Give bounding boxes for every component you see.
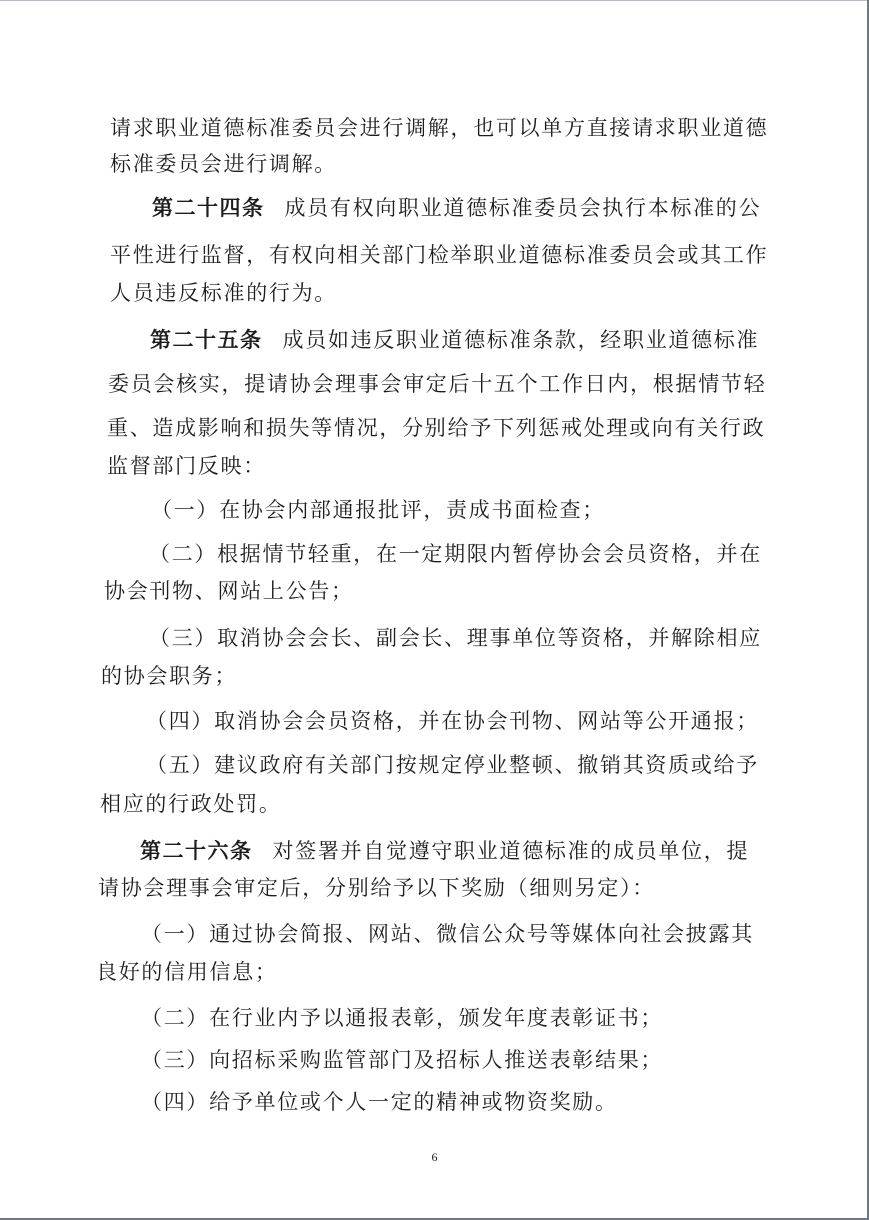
article-heading: 第二十六条 (140, 838, 253, 863)
penalty-item: （三）取消协会会长、副会长、理事单位等资格，并解除相应 (149, 626, 762, 650)
text-line: 的协会职务； (101, 664, 238, 688)
text-segment: 成员有权向职业道德标准委员会执行本标准的公 (284, 196, 762, 220)
text-line: 相应的行政处罚。 (100, 792, 282, 816)
text-line: 委员会核实，提请协会理事会审定后十五个工作日内，根据情节轻 (108, 372, 767, 396)
reward-item: （一）通过协会简报、网站、微信公众号等媒体向社会披露其 (141, 922, 754, 946)
penalty-item: （四）取消协会会员资格，并在协会刊物、网站等公开通报； (146, 709, 759, 733)
text-line: 协会刊物、网站上公告； (104, 579, 354, 603)
text-segment: 对签署并自觉遵守职业道德标准的成员单位，提 (272, 839, 750, 863)
text-line: 人员违反标准的行为。 (110, 281, 337, 305)
penalty-item: （一）在协会内部通报批评，责成书面检查； (151, 498, 605, 522)
article-heading: 第二十五条 (150, 327, 263, 352)
article-25 (0, 325, 869, 355)
text-line: 监督部门反映： (107, 454, 266, 478)
article-heading: 第二十四条 (152, 195, 265, 220)
text-line: 请协会理事会审定后，分别给予以下奖励（细则另定）： (98, 876, 655, 900)
reward-item: （二）在行业内予以通报表彰，颁发年度表彰证书； (141, 1006, 664, 1030)
reward-item: （四）给予单位或个人一定的精神或物资奖励。 (141, 1090, 618, 1114)
article-24 (0, 193, 869, 223)
page-number: 6 (431, 1150, 438, 1164)
penalty-item: （五）建议政府有关部门按规定停业整顿、撤销其资质或给予 (146, 753, 759, 777)
reward-item: （三）向招标采购监管部门及招标人推送表彰结果； (141, 1048, 664, 1072)
text-line: 良好的信用信息； (96, 960, 278, 984)
penalty-item: （二）根据情节轻重，在一定期限内暂停协会会员资格，并在 (149, 542, 762, 566)
text-segment: 成员如违反职业道德标准条款，经职业道德标准 (282, 328, 760, 352)
text-line: 平性进行监督，有权向相关部门检举职业道德标准委员会或其工作 (110, 243, 769, 267)
page-top-edge (0, 0, 869, 1)
text-line: 请求职业道德标准委员会进行调解，也可以单方直接请求职业道德 (110, 116, 769, 140)
article-26 (0, 836, 869, 866)
text-line: 标准委员会进行调解。 (110, 152, 337, 176)
text-line: 重、造成影响和损失等情况，分别给予下列惩戒处理或向有关行政 (107, 416, 766, 440)
